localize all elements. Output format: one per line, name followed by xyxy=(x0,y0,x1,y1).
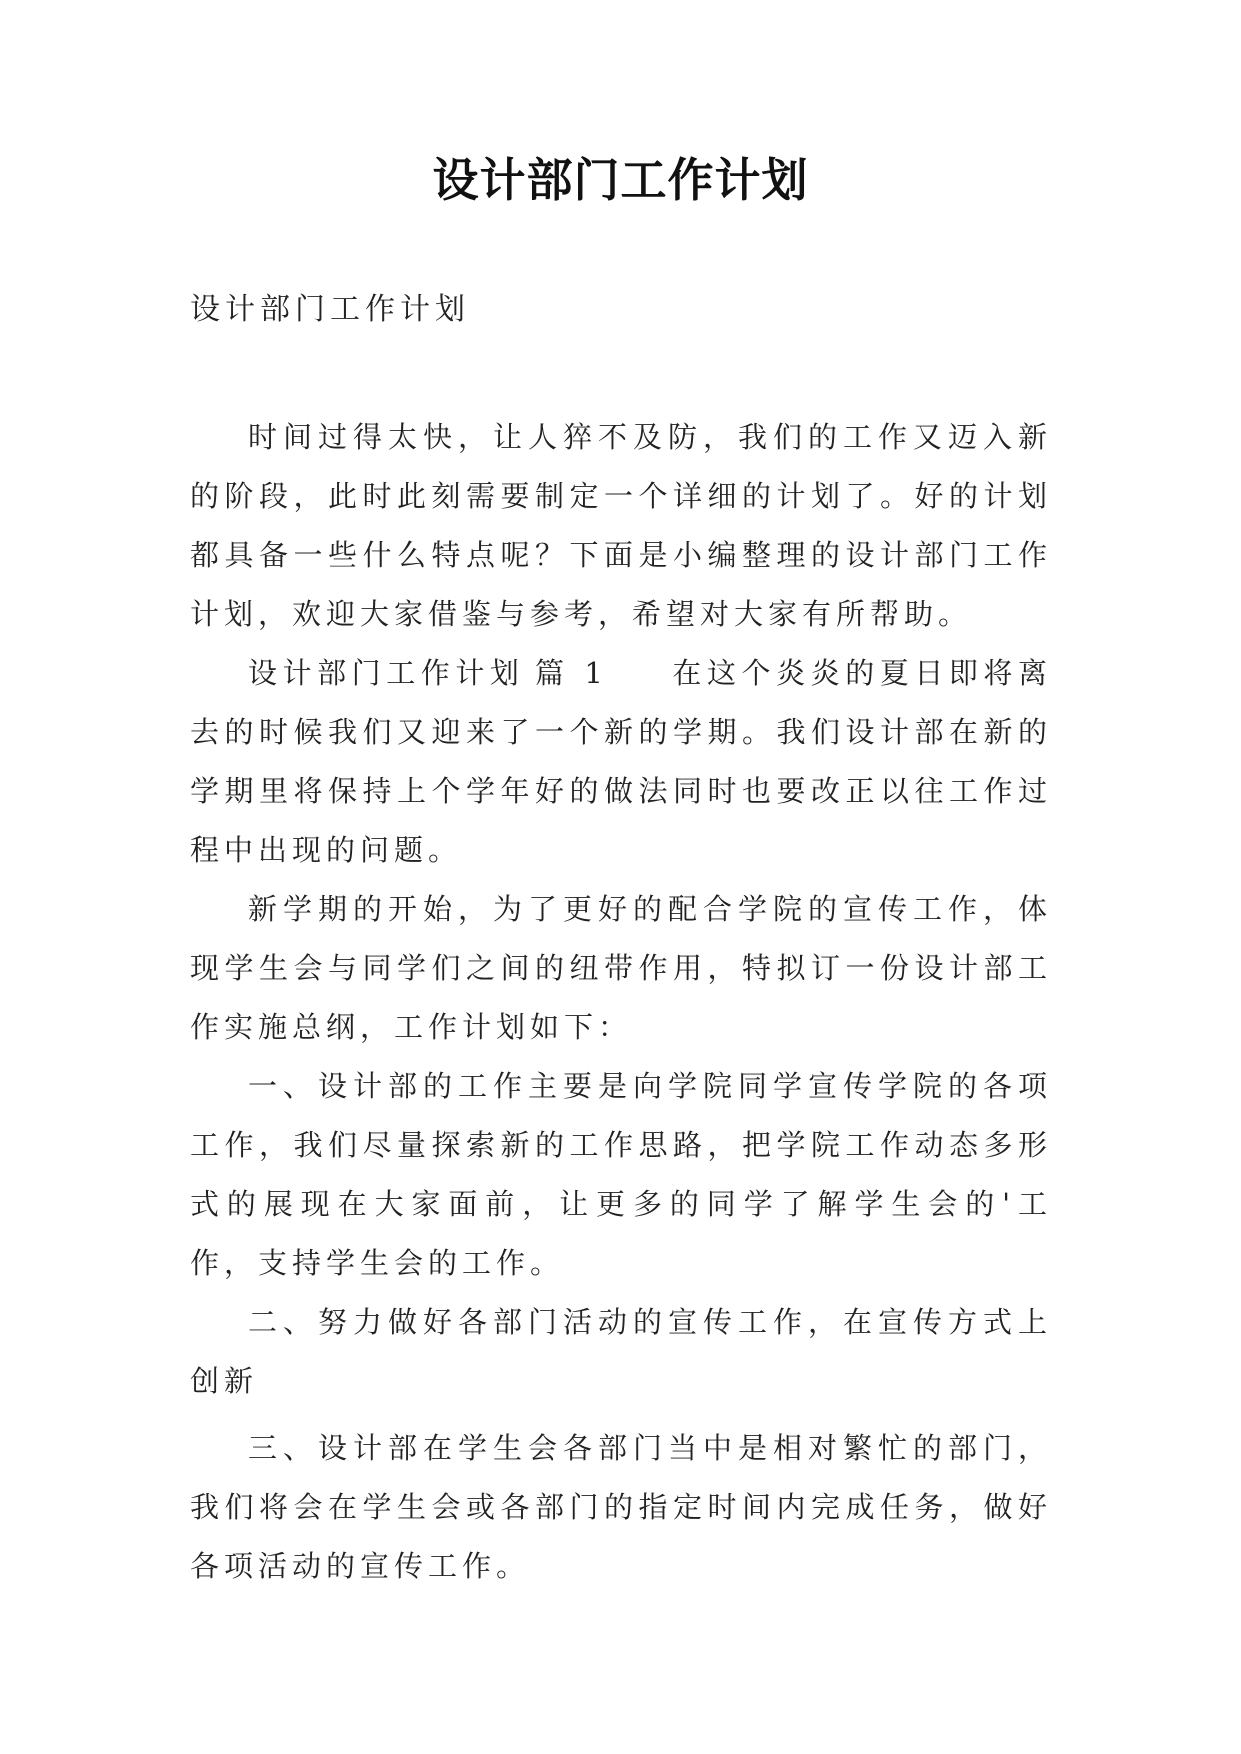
document-body xyxy=(190,408,1052,1596)
intro-paragraph: 时间过得太快，让人猝不及防，我们的工作又迈入新的阶段，此时此刻需要制定一个详细的计划了。好的计划都具备一些什么特点呢？下面是小编整理的设计部门工作计划，欢迎大家借鉴与参考，希望对大家有所帮助。 xyxy=(190,420,1052,631)
section-number: 篇 1 xyxy=(534,656,608,690)
body-paragraph-4: 一、设计部的工作主要是向学院同学宣传学院的各项工作，我们尽量探索新的工作思路，把学院工作动态多形式的展现在大家面前，让更多的同学了解学生会的'工作，支持学生会的工作。 xyxy=(190,1069,1052,1280)
document-title: 设计部门工作计划 xyxy=(432,153,809,207)
body-paragraph-5: 二、努力做好各部门活动的宣传工作，在宣传方式上创新 xyxy=(190,1305,1052,1398)
section-body: 在这个炎炎的夏日即将离去的时候我们又迎来了一个新的学期。我们设计部在新的学期里将保持上个学年好的做法同时也要改正以往工作过程中出现的问题。 xyxy=(190,656,1052,867)
section-paragraph xyxy=(190,644,1052,880)
document-subheading: 设计部门工作计划 xyxy=(190,292,470,327)
body-paragraph-6: 三、设计部在学生会各部门当中是相对繁忙的部门，我们将会在学生会或各部门的指定时间内完成任务，做好各项活动的宣传工作。 xyxy=(190,1431,1052,1583)
section-label: 设计部门工作计划 xyxy=(248,656,525,690)
body-paragraph-3: 新学期的开始，为了更好的配合学院的宣传工作，体现学生会与同学们之间的纽带作用，特拟订一份设计部工作实施总纲，工作计划如下： xyxy=(190,892,1052,1044)
